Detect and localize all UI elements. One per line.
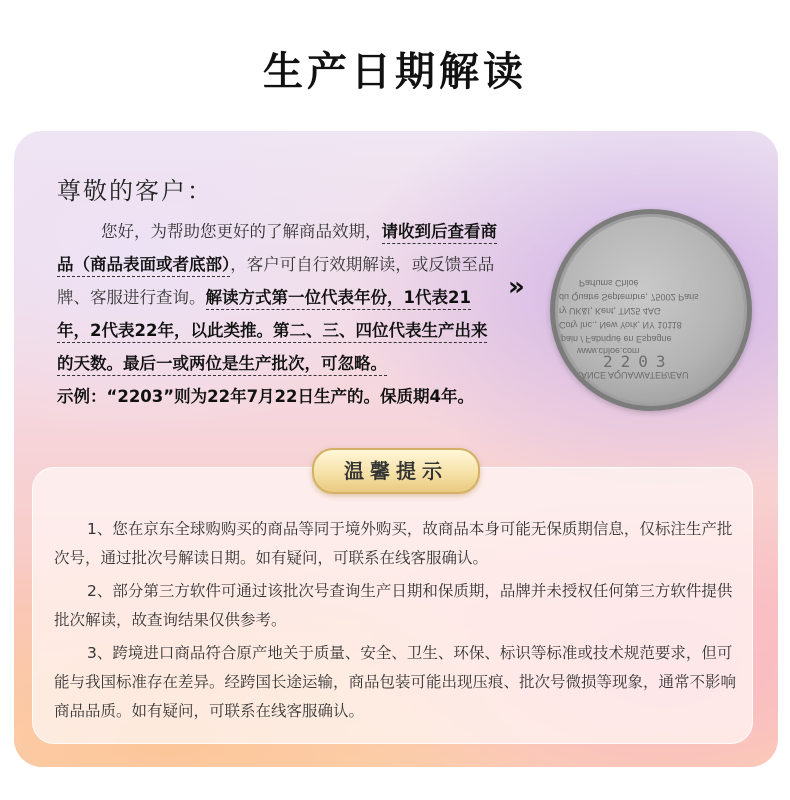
photo-line: FRANCE AQUA/WATER/EAU [569, 370, 689, 380]
photo-line: ry UK&I, Kent, TN25 4AG [559, 306, 661, 316]
photo-line: www.chloe.com [577, 346, 640, 356]
batch-code: 2203 [603, 352, 674, 371]
photo-line: pain / Fabriqué en Espagne [561, 334, 672, 344]
photo-line: Coty Inc., New York, NY 10118 [559, 320, 682, 330]
notice-badge: 温馨提示 [312, 448, 480, 494]
intro-paragraph [57, 215, 497, 413]
notice-item: 2、部分第三方软件可通过该批次号查询生产日期和保质期，品牌并未授权任何第三方软件提供批次解读，故查询结果仅供参考。 [54, 582, 733, 629]
notice-item: 1、您在京东全球购购买的商品等同于境外购买，故商品本身可能无保质期信息，仅标注生产批次号，通过批次号解读日期。如有疑问，可联系在线客服确认。 [54, 520, 733, 567]
intro-text-2: ，客户可自行效期解读，或反馈至品牌、客服进行查询。 [57, 255, 495, 307]
intro-highlight-1: 请收到后查看商品（商品表面或者底部） [57, 222, 497, 277]
notice-item: 3、跨境进口商品符合原产地关于质量、安全、卫生、环保、标识等标准或技术规范要求，但可能与我国标准存在差异。经跨国长途运输，商品包装可能出现压痕、批次号微损等现象，通常不影响商品品质。如有疑问，可联系在线客服确认。 [54, 644, 737, 720]
photo-printed-text [555, 214, 747, 406]
photo-line: du Quatre Septembre, 75002 Paris [559, 292, 699, 302]
example-text: 示例：“2203”则为22年7月22日生产的。保质期4年。 [57, 387, 474, 406]
page-title: 生产日期解读 [263, 49, 527, 95]
greeting-text: 尊敬的客户： [57, 177, 213, 205]
double-chevron-right-icon: » [508, 272, 525, 302]
info-card [14, 131, 778, 767]
photo-line: Parfums Chloé [579, 278, 639, 288]
notice-list [54, 515, 744, 730]
intro-text-1: 您好，为帮助您更好的了解商品效期， [101, 222, 382, 241]
product-bottom-photo [550, 209, 752, 411]
intro-highlight-2: 解读方式第一位代表年份，1代表21年，2代表22年，以此类推。第二、三、四位代表生产出来的天数。最后一或两位是生产批次，可忽略。 [57, 288, 487, 376]
